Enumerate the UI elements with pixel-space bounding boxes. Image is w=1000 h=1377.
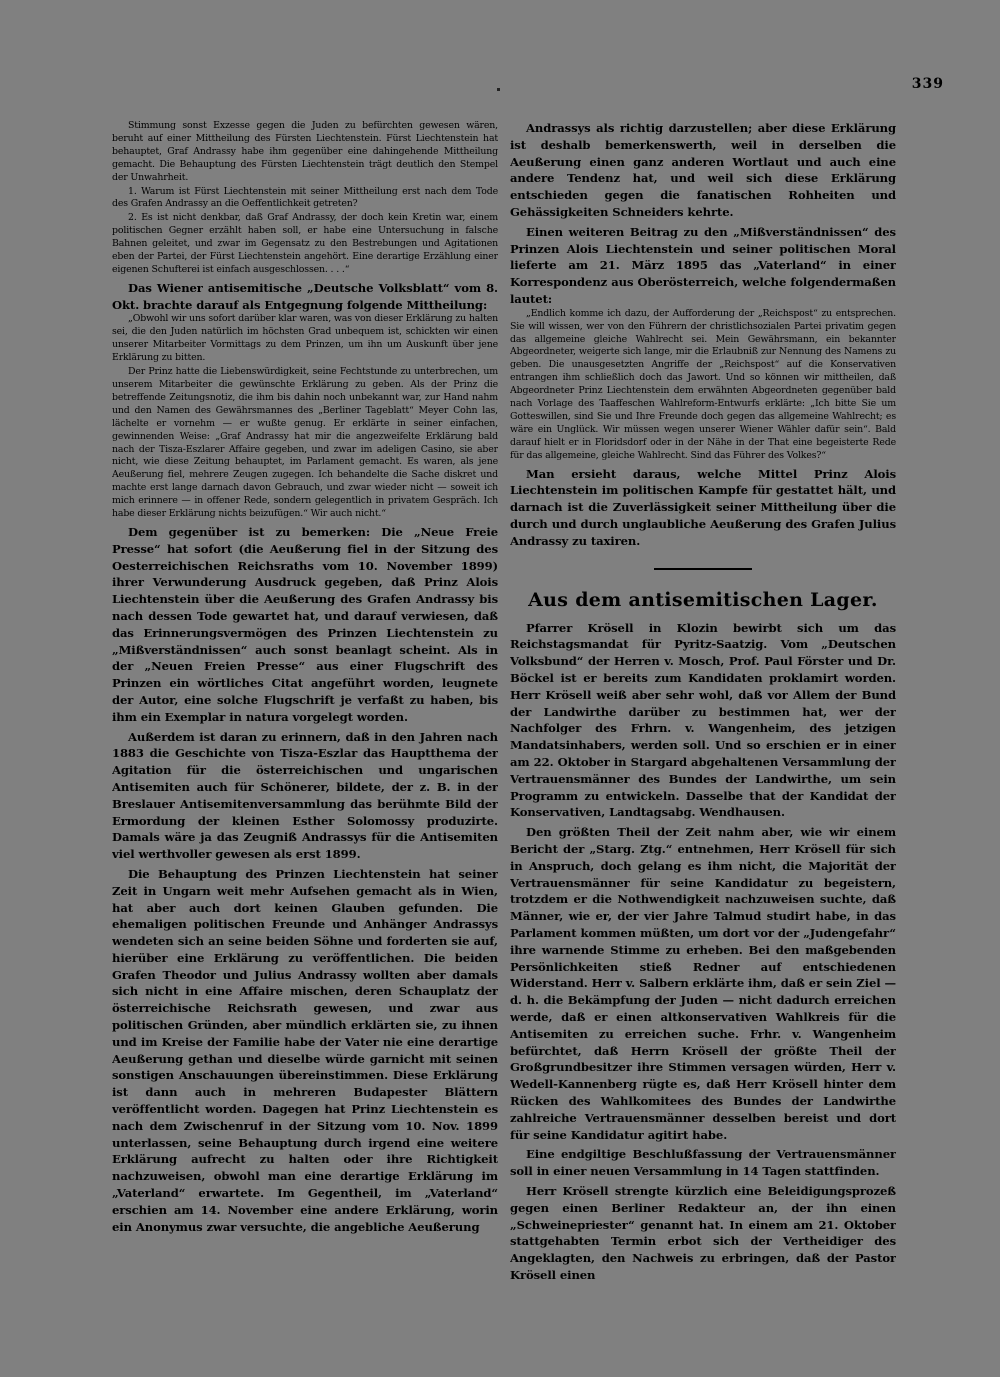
paragraph: Den größten Theil der Zeit nahm aber, wie wir einem Bericht der „Starg. Ztg.“ entnehmen, Herr Krösell für sich in Anspruch, doch gelang es ihm nicht, die Majorität der Vertrauensmänner für seine Kandidatur zu begeistern, trotzdem er die Nothwendigkeit nachzuweisen suchte, daß Männer, wie er, der vier Jahre Talmud studirt habe, in das Parlament kommen müßten, um dort vor der „Judengefahr“ ihre warnende Stimme zu erheben. Bei den maßgebenden Persönlichkeiten stieß Redner auf entschiedenen Widerstand. Herr v. Salbern erklärte ihm, daß er sein Ziel — d. h. die Bekämpfung der Juden — nicht dadurch erreichen werde, daß er einen altkonservativen Wahlkreis für die Antisemiten zu erreichen suche. Frhr. v. Wangenheim befürchtet, daß Herrn Krösell der größte Theil der Großgrundbesitzer ihre Stimmen versagen würden, Herr v. Wedell-Kannenberg rügte es, daß Herr Krösell hinter dem Rücken des Wahlkomitees des Bundes der Landwirthe zahlreiche Vertrauensmänner desselben bereist und dort für seine Kandidatur agitirt habe. [510,825,896,1142]
right-column-bottom [510,620,896,1284]
paragraph: Pfarrer Krösell in Klozin bewirbt sich um das Reichstagsmandat für Pyritz-Saatzig. Vom „Deutschen Volksbund“ der Herren v. Mosch, Prof. Paul Förster und Dr. Böckel ist er bereits zum Kandidaten proklamirt worden. Herr Krösell weiß aber sehr wohl, daß vor Allem der Bund der Landwirthe darüber zu bestimmen hat, wer der Nachfolger des Frhrn. v. Wangenheim, des jetzigen Mandatsinhabers, werden soll. Und so erschien er in einer am 22. Oktober in Stargard abgehaltenen Versammlung der Vertrauensmänner des Bundes der Landwirthe, um sein Programm zu entwickeln. Dasselbe that der Kandidat der Konservativen, Landtagsabg. Wendhausen. [510,620,896,820]
page-number: 339 [911,76,944,92]
print-mark [497,88,500,91]
paragraph: Man ersieht daraus, welche Mittel Prinz Alois Liechtenstein im politischen Kampfe für gestattet hält, und darnach ist die Zuverlässigkeit seiner Mittheilung über die durch und durch unglaubliche Aeußerung des Grafen Julius Andrassy zu taxiren. [510,466,896,548]
left-column [112,120,498,1340]
section-heading: Aus dem antisemitischen Lager. [528,588,878,611]
paragraph: 2. Es ist nicht denkbar, daß Graf Andrassy, der doch kein Kretin war, einem politischen Gegner erzählt haben soll, er habe eine Untersuchung in falsche Bahnen geleitet, und zwar im Gegensatz zu den Bestrebungen und Agitationen eben der Partei, der Fürst Liechtenstein angehört. Eine derartige Erzählung einer eigenen Schufterei ist einfach ausgeschlossen. . . .“ [112,212,498,275]
paragraph: Einen weiteren Beitrag zu den „Mißverständnissen“ des Prinzen Alois Liechtenstein und seiner politischen Moral lieferte am 21. März 1895 das „Vaterland“ in einer Korrespondenz aus Oberösterreich, welche folgendermaßen lautet: [510,224,896,306]
paragraph: „Obwohl wir uns sofort darüber klar waren, was von dieser Erklärung zu halten sei, die den Juden natürlich im höchsten Grad unbequem ist, schickten wir einen unserer Mitarbeiter Vormittags zu dem Prinzen, um ihn um Auskunft über jene Erklärung zu bitten. [112,313,498,364]
paragraph: Andrassys als richtig darzustellen; aber diese Erklärung ist deshalb bemerkenswerth, weil in derselben die Aeußerung einen ganz anderen Wortlaut und auch eine andere Tendenz hat, und weil sich diese Erklärung entschieden gegen die fanatischen Rohheiten und Gehässigkeiten Schneiders kehrte. [510,121,896,219]
right-column [510,120,896,1310]
paragraph: Der Prinz hatte die Liebenswürdigkeit, seine Fechtstunde zu unterbrechen, um unserem Mitarbeiter die gewünschte Erklärung zu geben. Als der Prinz die betreffende Zeitungsnotiz, die ihm bis dahin noch unbekannt war, zur Hand nahm und den Namen des Gewährsmannes des „Berliner Tageblatt“ Meyer Cohn las, lächelte er vornehm — er wußte genug. Er erklärte in seiner einfachen, gewinnenden Weise: „Graf Andrassy hat mir die angezweifelte Erklärung bald nach der Tisza-Eszlarer Affaire gegeben, und zwar im adeligen Casino, sie aber nicht, wie diese Zeitung behauptet, im Parlament gemacht. Es waren, als jene Aeußerung fiel, mehrere Zeugen zugegen. Ich behandelte die Sache diskret und machte erst lange darnach davon Gebrauch, und zwar wieder nicht — soweit ich mich erinnere — in offener Rede, sondern gelegentlich in privatem Gespräch. Ich habe dieser Erklärung nichts beizufügen.“ Wir auch nicht.“ [112,366,498,520]
paragraph: Dem gegenüber ist zu bemerken: Die „Neue Freie Presse“ hat sofort (die Aeußerung fiel in der Sitzung des Oesterreichischen Reichsraths vom 10. November 1899) ihrer Verwunderung Ausdruck gegeben, daß Prinz Alois Liechtenstein über die Aeußerung des Grafen Andrassy bis nach dessen Tode gewartet hat, und darauf verwiesen, daß das Erinnerungsvermögen des Prinzen Liechtenstein zu „Mißverständnissen“ auch sonst beanlagt scheint. Als in der „Neuen Freien Presse“ aus einer Flugschrift des Prinzen ein wörtliches Citat angeführt worden, leugnete der Autor, eine solche Flugschrift je verfaßt zu haben, bis ihm ein Exemplar in natura vorgelegt worden. [112,524,498,724]
right-column-top [510,120,896,550]
paragraph: Das Wiener antisemitische „Deutsche Volksblatt“ vom 8. Okt. brachte darauf als Entgegnung folgende Mittheilung: [112,280,498,312]
paragraph: Stimmung sonst Exzesse gegen die Juden zu befürchten gewesen wären, beruht auf einer Mittheilung des Fürsten Liechtenstein. Fürst Liechtenstein hat behauptet, Graf Andrassy habe ihm gegenüber eine dahingehende Mittheilung gemacht. Die Behauptung des Fürsten Liechtenstein trägt deutlich den Stempel der Unwahrheit. [112,120,498,183]
paragraph: Außerdem ist daran zu erinnern, daß in den Jahren nach 1883 die Geschichte von Tisza-Eszlar das Hauptthema der Agitation für die österreichischen und ungarischen Antisemiten auch für Schönerer, bildete, der z. B. in der Breslauer Antisemitenversammlung das berühmte Bild der Ermordung der kleinen Esther Solomossy produzirte. Damals wäre ja das Zeugniß Andrassys für die Antisemiten viel werthvoller gewesen als erst 1899. [112,729,498,862]
paragraph: 1. Warum ist Fürst Liechtenstein mit seiner Mittheilung erst nach dem Tode des Grafen Andrassy an die Oeffentlichkeit getreten? [112,185,498,210]
paragraph: Eine endgiltige Beschlußfassung der Vertrauensmänner soll in einer neuen Versammlung in 14 Tagen stattfinden. [510,1147,896,1179]
paragraph: Herr Krösell strengte kürzlich eine Beleidigungsprozeß gegen einen Berliner Redakteur an, der ihn einen „Schweinepriester“ genannt hat. In einem am 21. Oktober stattgehabten Termin erbot sich der Vertheidiger des Angeklagten, den Nachweis zu erbringen, daß der Pastor Krösell einen [510,1183,896,1282]
paragraph: Die Behauptung des Prinzen Liechtenstein hat seiner Zeit in Ungarn weit mehr Aufsehen gemacht als in Wien, hat aber auch dort keinen Glauben gefunden. Die ehemaligen politischen Freunde und Anhänger Andrassys wendeten sich an seine beiden Söhne und forderten sie auf, hierüber eine Erklärung zu veröffentlichen. Die beiden Grafen Theodor und Julius Andrassy wollten aber damals sich nicht in eine Affaire mischen, deren Schauplatz der österreichische Reichsrath gewesen, und zwar aus politischen Gründen, aber mündlich erklärten sie, zu ihnen und im Kreise der Familie habe der Vater nie eine derartige Aeußerung gethan und dieselbe würde garnicht mit seinen sonstigen Anschauungen übereinstimmen. Diese Erklärung ist dann auch in mehreren Budapester Blättern veröffentlicht worden. Dagegen hat Prinz Liechtenstein es nach dem Zwischenruf in der Sitzung vom 10. Nov. 1899 unterlassen, seine Behauptung durch irgend eine weitere Erklärung aufrecht zu halten oder ihre Richtigkeit nachzuweisen, obwohl man eine derartige Erklärung im „Vaterland“ erwartete. Im Gegentheil, im „Vaterland“ erschien am 14. November eine andere Erklärung, worin ein Anonymus zwar versuchte, die angebliche Aeußerung [112,866,498,1234]
paragraph: „Endlich komme ich dazu, der Aufforderung der „Reichspost“ zu entsprechen. Sie will wissen, wer von den Führern der christlichsozialen Partei privatim gegen das allgemeine gleiche Wahlrecht sei. Mein Gewährsmann, ein bekannter Abgeordneter, weigerte sich lange, mir die Erlaubniß zur Nennung des Namens zu geben. Die unausgesetzten Angriffe der „Reichspost“ auf die Konservativen entrangen ihm schließlich doch das Jawort. Und so können wir mittheilen, daß Abgeordneter Prinz Liechtenstein dem erwähnten Abgeordneten gegenüber bald nach Vorlage des Taaffeschen Wahlreform-Entwurfs erklärte: „Ich bitte Sie um Gotteswillen, sind Sie und Ihre Freunde doch gegen das allgemeine Wahlrecht; es wäre ein Unglück. Wir müssen wegen unserer Wiener Wähler dafür sein“. Bald darauf hielt er in Floridsdorf oder in der Nähe in der That eine begeisterte Rede für das allgemeine, gleiche Wahlrecht. Sind das Führer des Volkes?“ [510,307,896,461]
section-divider [654,568,752,570]
